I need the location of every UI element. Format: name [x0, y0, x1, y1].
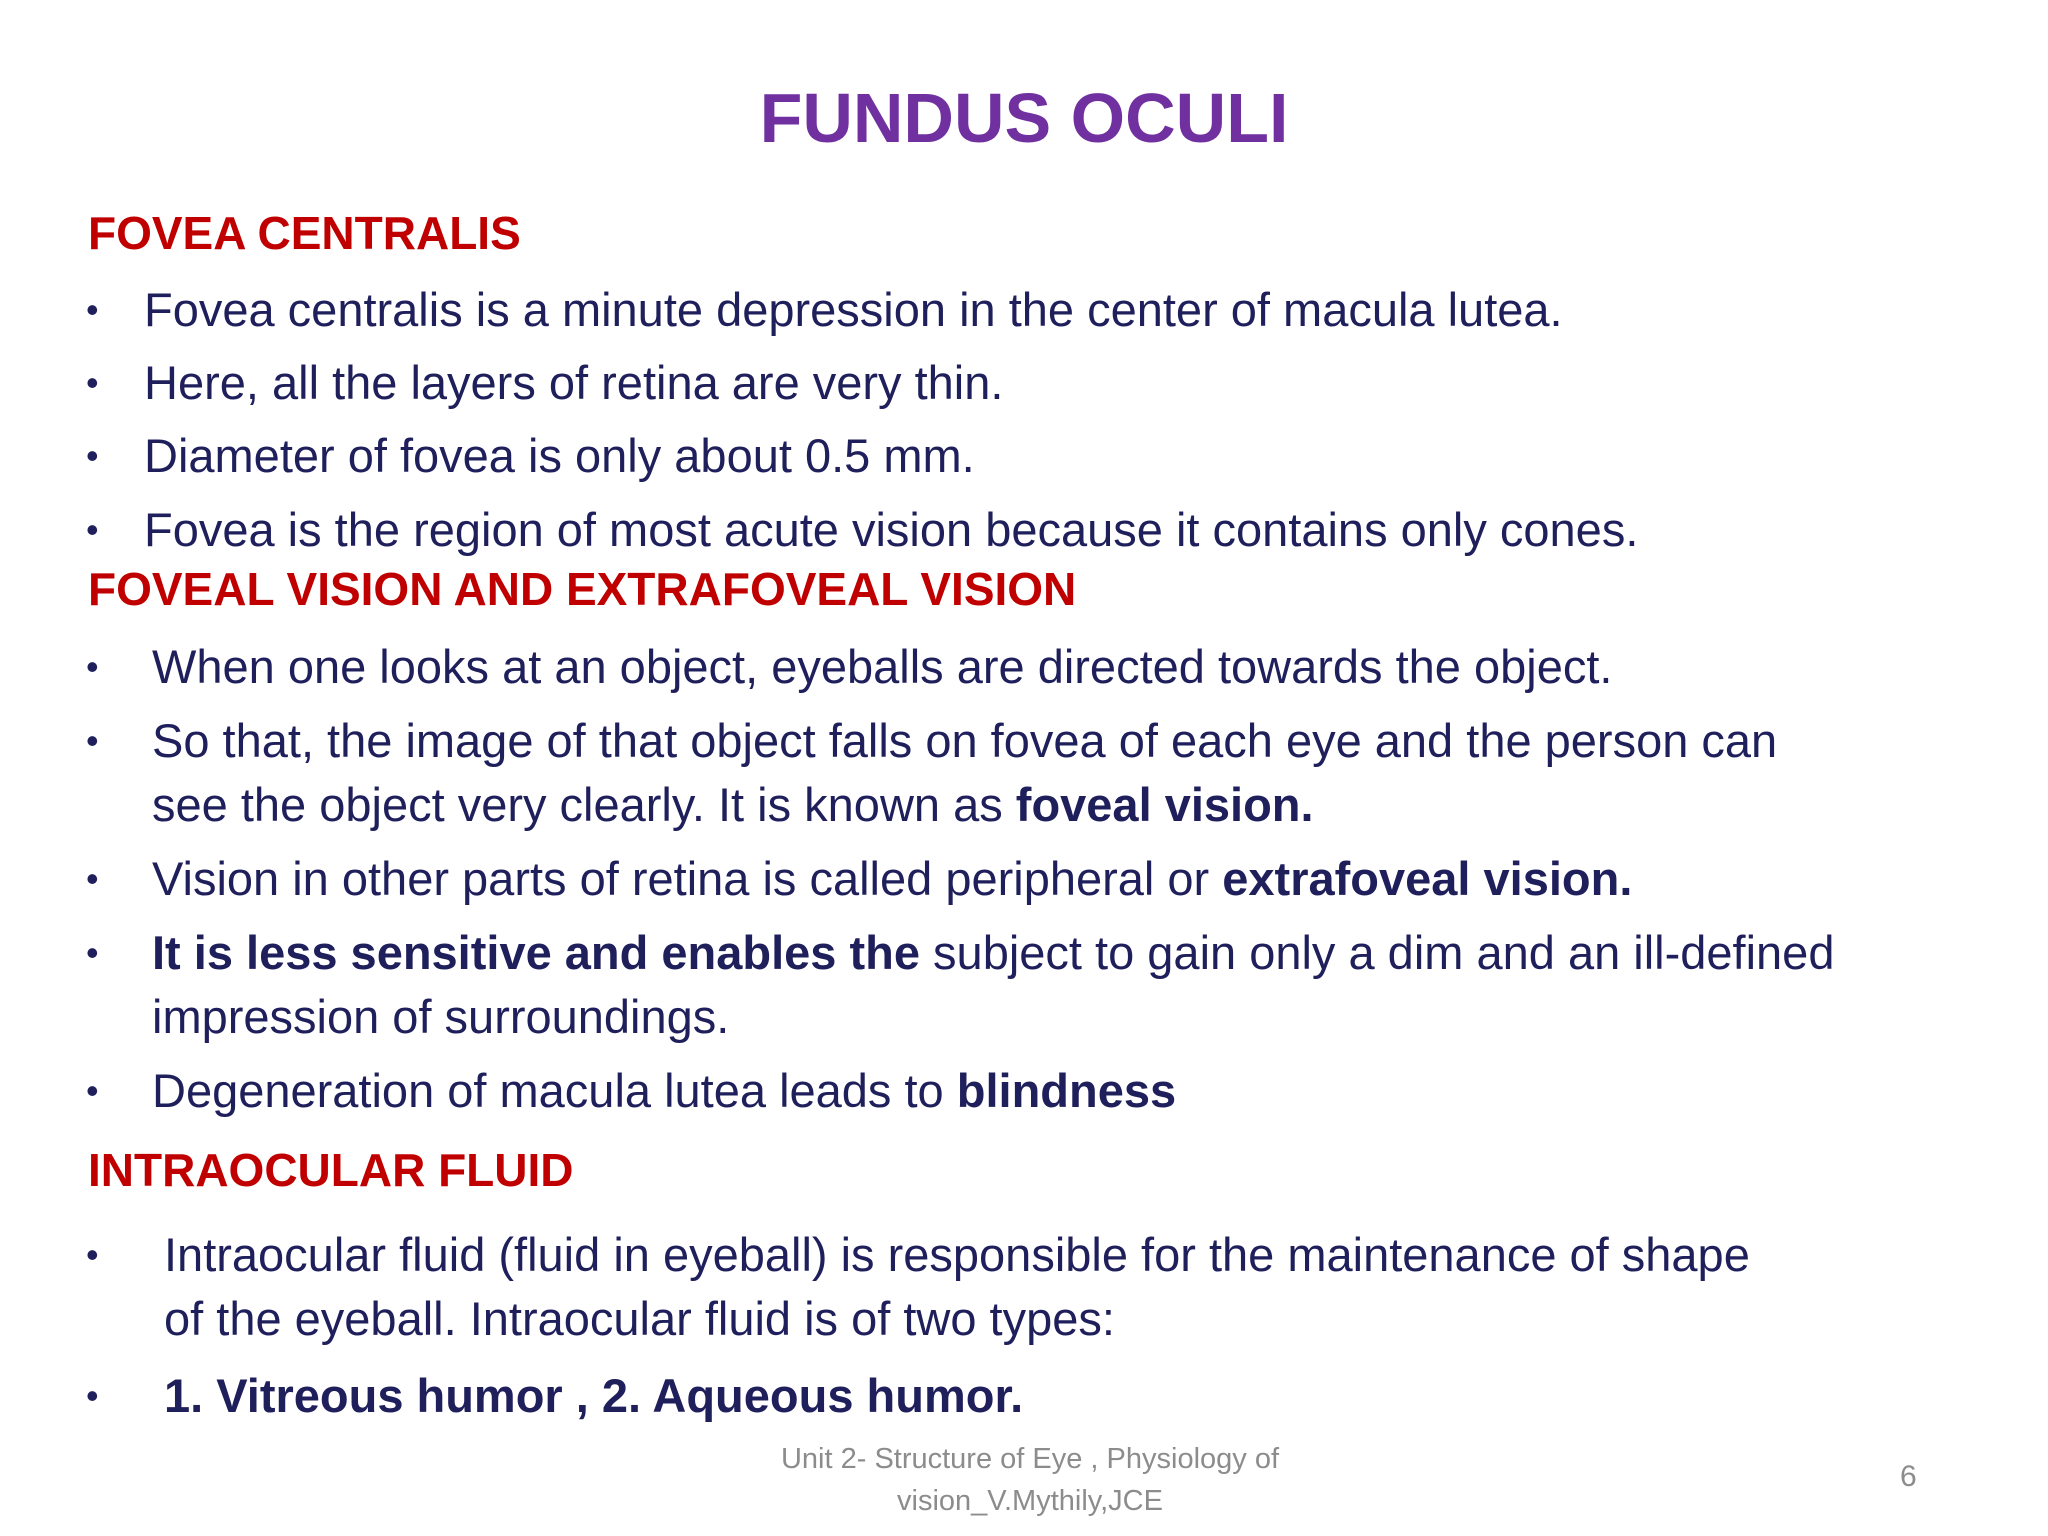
list-item-text: Intraocular fluid (fluid in eyeball) is responsible for the maintenance of shape	[164, 1228, 1750, 1281]
bullet-glyph: •	[86, 1070, 99, 1111]
bullet-glyph: •	[86, 289, 99, 330]
list-item-text: So that, the image of that object falls on fovea of each eye and the person can	[152, 714, 1778, 767]
emphasis-extrafoveal-vision: extrafoveal vision.	[1222, 852, 1633, 905]
list-item-text-continued: of the eyeball. Intraocular fluid is of two types:	[164, 1292, 1115, 1345]
bullet-glyph: •	[86, 932, 99, 973]
list-item-text: Here, all the layers of retina are very thin.	[144, 356, 1004, 409]
footer-line-2: vision_V.Mythily,JCE	[897, 1485, 1163, 1517]
emphasis-blindness: blindness	[956, 1064, 1177, 1117]
slide-footer	[660, 1438, 1400, 1522]
list-item-text: Fovea centralis is a minute depression in the center of macula lutea.	[144, 283, 1563, 336]
bullet-glyph: •	[86, 509, 99, 550]
bullet-glyph: •	[86, 362, 99, 403]
slide-page-number: 6	[1900, 1460, 1917, 1493]
bullet-glyph: •	[86, 720, 99, 761]
section-heading-intraocular-fluid: INTRAOCULAR FLUID	[88, 1144, 574, 1196]
list-item-text: Vision in other parts of retina is called peripheral or extrafoveal vision.	[152, 852, 1633, 905]
list-item-text: When one looks at an object, eyeballs are directed towards the object.	[152, 640, 1613, 693]
emphasis-humor-types: 1. Vitreous humor , 2. Aqueous humor.	[164, 1369, 1024, 1422]
emphasis-foveal-vision: foveal vision.	[1015, 778, 1314, 831]
bullet-glyph: •	[86, 435, 99, 476]
section-heading-fovea-centralis: FOVEA CENTRALIS	[88, 207, 521, 259]
list-item-text: Fovea is the region of most acute vision because it contains only cones.	[144, 503, 1639, 556]
list-item-text: Degeneration of macula lutea leads to blindness	[152, 1064, 1177, 1117]
list-item-text	[164, 1363, 1023, 1429]
bullet-glyph: •	[86, 858, 99, 899]
slide-title: FUNDUS OCULI	[759, 79, 1289, 157]
bullet-glyph: •	[86, 1375, 99, 1416]
section-heading-foveal-vision: FOVEAL VISION AND EXTRAFOVEAL VISION	[88, 563, 1077, 615]
list-item-text: It is less sensitive and enables the subject to gain only a dim and an ill-defined	[152, 926, 1835, 979]
list-item-text-continued: impression of surroundings.	[152, 990, 730, 1043]
list-item-text-continued: see the object very clearly. It is known as foveal vision.	[152, 778, 1314, 831]
footer-line-1: Unit 2- Structure of Eye , Physiology of	[780, 1443, 1280, 1475]
emphasis-less-sensitive: It is less sensitive and enables the	[152, 926, 920, 979]
list-item-text: Diameter of fovea is only about 0.5 mm.	[144, 429, 975, 482]
bullet-glyph: •	[86, 646, 99, 687]
bullet-glyph: •	[86, 1234, 99, 1275]
